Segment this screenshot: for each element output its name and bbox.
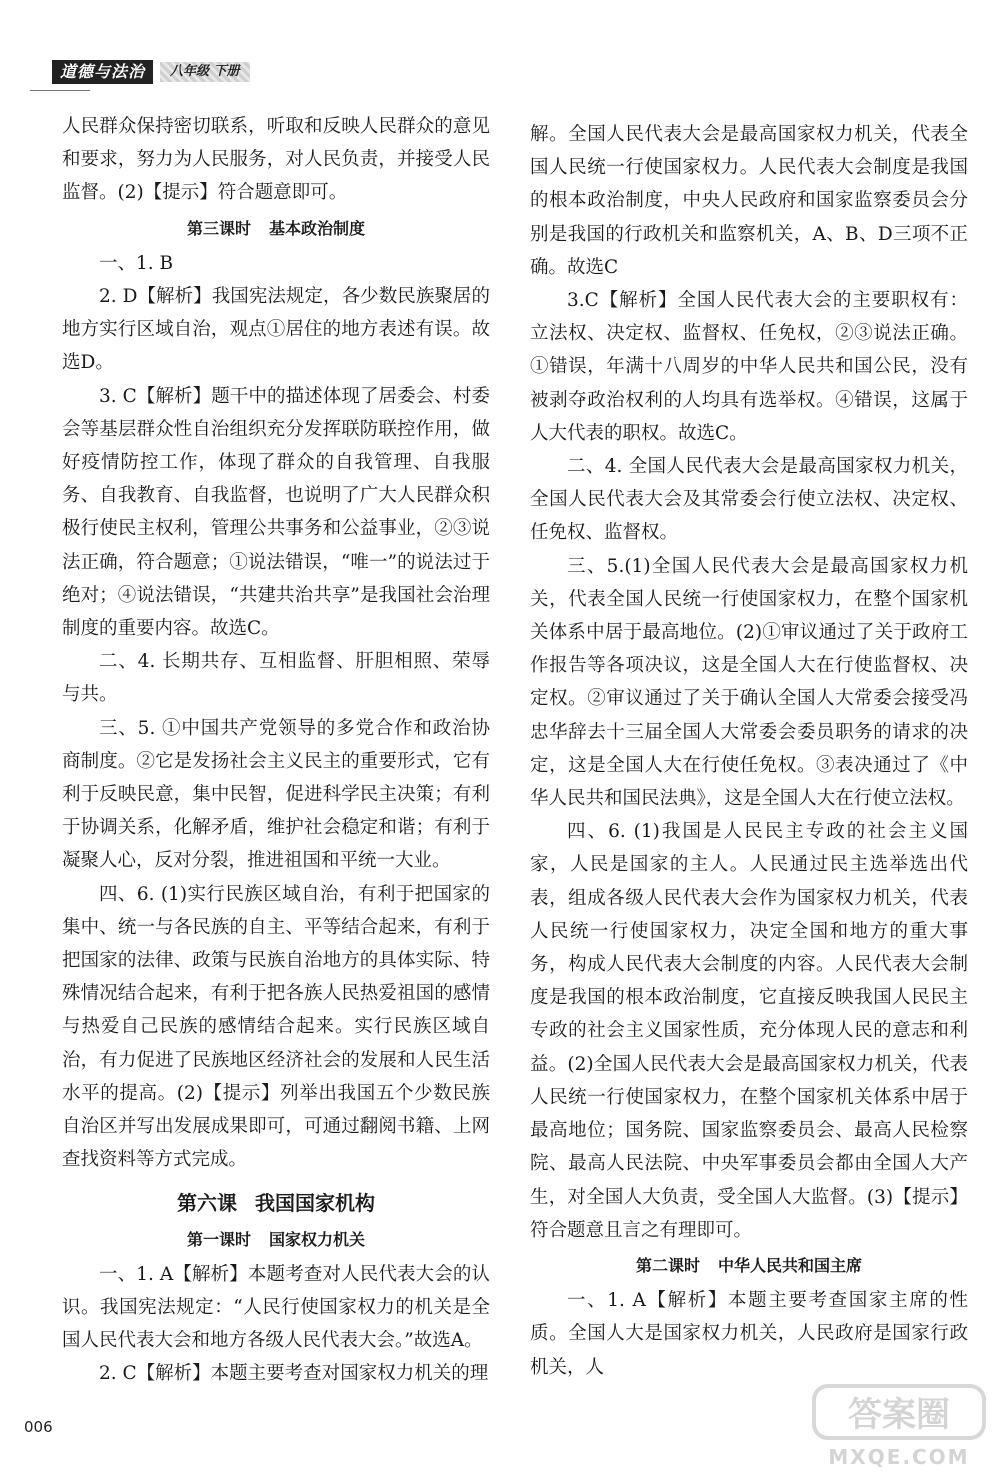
paragraph: 3.C【解析】全国人民代表大会的主要职权有：立法权、决定权、监督权、任免权，②③说法正确。①错误，年满十八周岁的中华人民共和国公民，没有被剥夺政治权利的人均具有选举权。④错误，这属于人大代表的职权。故选C。 [530, 290, 968, 444]
paragraph: 四、6. (1)实行民族区域自治，有利于把国家的集中、统一与各民族的自主、平等结合起来，有利于把国家的法律、政策与民族自治地方的具体实际、特殊情况结合起来，有利于把各族人民热爱祖国的感情与热爱自己民族的感情结合起来。实行民族区域自治，有力促进了民族地区经济社会的发展和人民生活水平的提高。(2)【提示】列举出我国五个少数民族自治区并写出发展成果即可，可通过翻阅书籍、上网查找资料等方式完成。 [62, 883, 490, 1171]
section-heading-title: 中华人民共和国主席 [718, 1255, 863, 1275]
watermark-logo [810, 1380, 988, 1470]
header-rule [30, 90, 90, 91]
paragraph: 人民群众保持密切联系，听取和反映人民群众的意见和要求，努力为人民服务，对人民负责，并接受人民监督。(2)【提示】符合题意即可。 [62, 116, 490, 204]
paragraph: 3. C【解析】题干中的描述体现了居委会、村委会等基层群众性自治组织充分发挥联防联控作用，做好疫情防控工作，体现了群众的自我管理、自我服务、自我教育、自我监督，也说明了广大人民群众积极行使民主权利，管理公共事务和公益事业，②③说法正确，符合题意；①说法错误，“唯一”的说法过于绝对；④说法错误，“共建共治共享”是我国社会治理制度的重要内容。故选C。 [62, 385, 490, 640]
paragraph: 三、5.(1)全国人民代表大会是最高国家权力机关，代表全国人民统一行使国家权力，在整个国家机关体系中居于最高地位。(2)①审议通过了关于政府工作报告等各项决议，这是全国人大在行使监督权、决定权。②审议通过了关于确认全国人大常委会接受冯忠华辞去十三届全国人大常委会委员职务的请求的决定，这是全国人大在行使任免权。③表决通过了《中华人民共和国民法典》，这是全国人大在行使立法权。 [530, 555, 968, 810]
section-heading [530, 1249, 968, 1282]
left-column [62, 110, 490, 1391]
paragraph: 一、1. A【解析】本题考查对人民代表大会的认识。我国宪法规定：“人民行使国家权力的机关是全国人民代表大会和地方各级人民代表大会。”故选A。 [62, 1263, 490, 1352]
right-column [530, 118, 968, 1384]
section-heading-number: 第一课时 [186, 1229, 251, 1249]
watermark-text: 答案圈 [848, 1395, 950, 1435]
paragraph: 二、4. 全国人民代表大会是最高国家权力机关，全国人民代表大会及其常委会行使立法权、决定权、任免权、监督权。 [530, 456, 968, 544]
lesson-heading [62, 1185, 490, 1221]
paragraph: 2. C【解析】本题主要考查对国家权力机关的理 [99, 1363, 489, 1385]
paragraph: 二、4. 长期共存、互相监督、肝胆相照、荣辱与共。 [62, 651, 490, 706]
page-number: 006 [24, 1418, 53, 1436]
paragraph: 一、1. A【解析】本题主要考查国家主席的性质。全国人大是国家权力机关，人民政府是国家行政机关，人 [530, 1290, 968, 1378]
lesson-heading-number: 第六课 [177, 1190, 237, 1215]
section-heading-title: 基本政治制度 [269, 218, 366, 238]
section-heading-number: 第二课时 [635, 1255, 700, 1275]
section-heading [62, 1223, 490, 1256]
section-heading [62, 212, 490, 245]
lesson-heading-title: 我国国家机构 [255, 1190, 375, 1215]
section-heading-number: 第三课时 [186, 218, 251, 238]
paragraph: 四、6. (1)我国是人民民主专政的社会主义国家，人民是国家的主人。人民通过民主选举选出代表，组成各级人民代表大会作为国家权力机关，代表人民统一行使国家权力，决定全国和地方的重大事务，构成人民代表大会制度的内容。人民代表大会制度是我国的根本政治制度，它直接反映我国人民民主专政的社会主义国家性质，充分体现人民的意志和利益。(2)全国人民代表大会是最高国家权力机关，代表人民统一行使国家权力，在整个国家机关体系中居于最高地位；国务院、国家监察委员会、最高人民检察院、最高人民法院、中央军事委员会都由全国人大产生，对全国人大负责，受全国人大监督。(3)【提示】符合题意且言之有理即可。 [530, 821, 968, 1241]
paragraph: 解。全国人民代表大会是最高国家权力机关，代表全国人民统一行使国家权力。人民代表大会制度是我国的根本政治制度，中央人民政府和国家监察委员会分别是我国的行政机关和监察机关，A、B、D三项不正确。故选C [530, 124, 968, 278]
paragraph: 一、1. B [99, 252, 174, 274]
subject-title: 道德与法治 [52, 60, 153, 84]
running-header [30, 54, 330, 90]
grade-label: 八年级 下册 [160, 62, 250, 82]
paragraph: 2. D【解析】我国宪法规定，各少数民族聚居的地方实行区域自治，观点①居住的地方表述有误。故选D。 [62, 286, 490, 374]
watermark-url: MXQE.COM [828, 1445, 970, 1469]
section-heading-title: 国家权力机关 [269, 1229, 366, 1249]
paragraph: 三、5. ①中国共产党领导的多党合作和政治协商制度。②它是发扬社会主义民主的重要形式，它有利于反映民意，集中民智，促进科学民主决策；有利于协调关系，化解矛盾，维护社会稳定和谐；有利于凝聚人心，反对分裂，推进祖国和平统一大业。 [62, 717, 490, 872]
